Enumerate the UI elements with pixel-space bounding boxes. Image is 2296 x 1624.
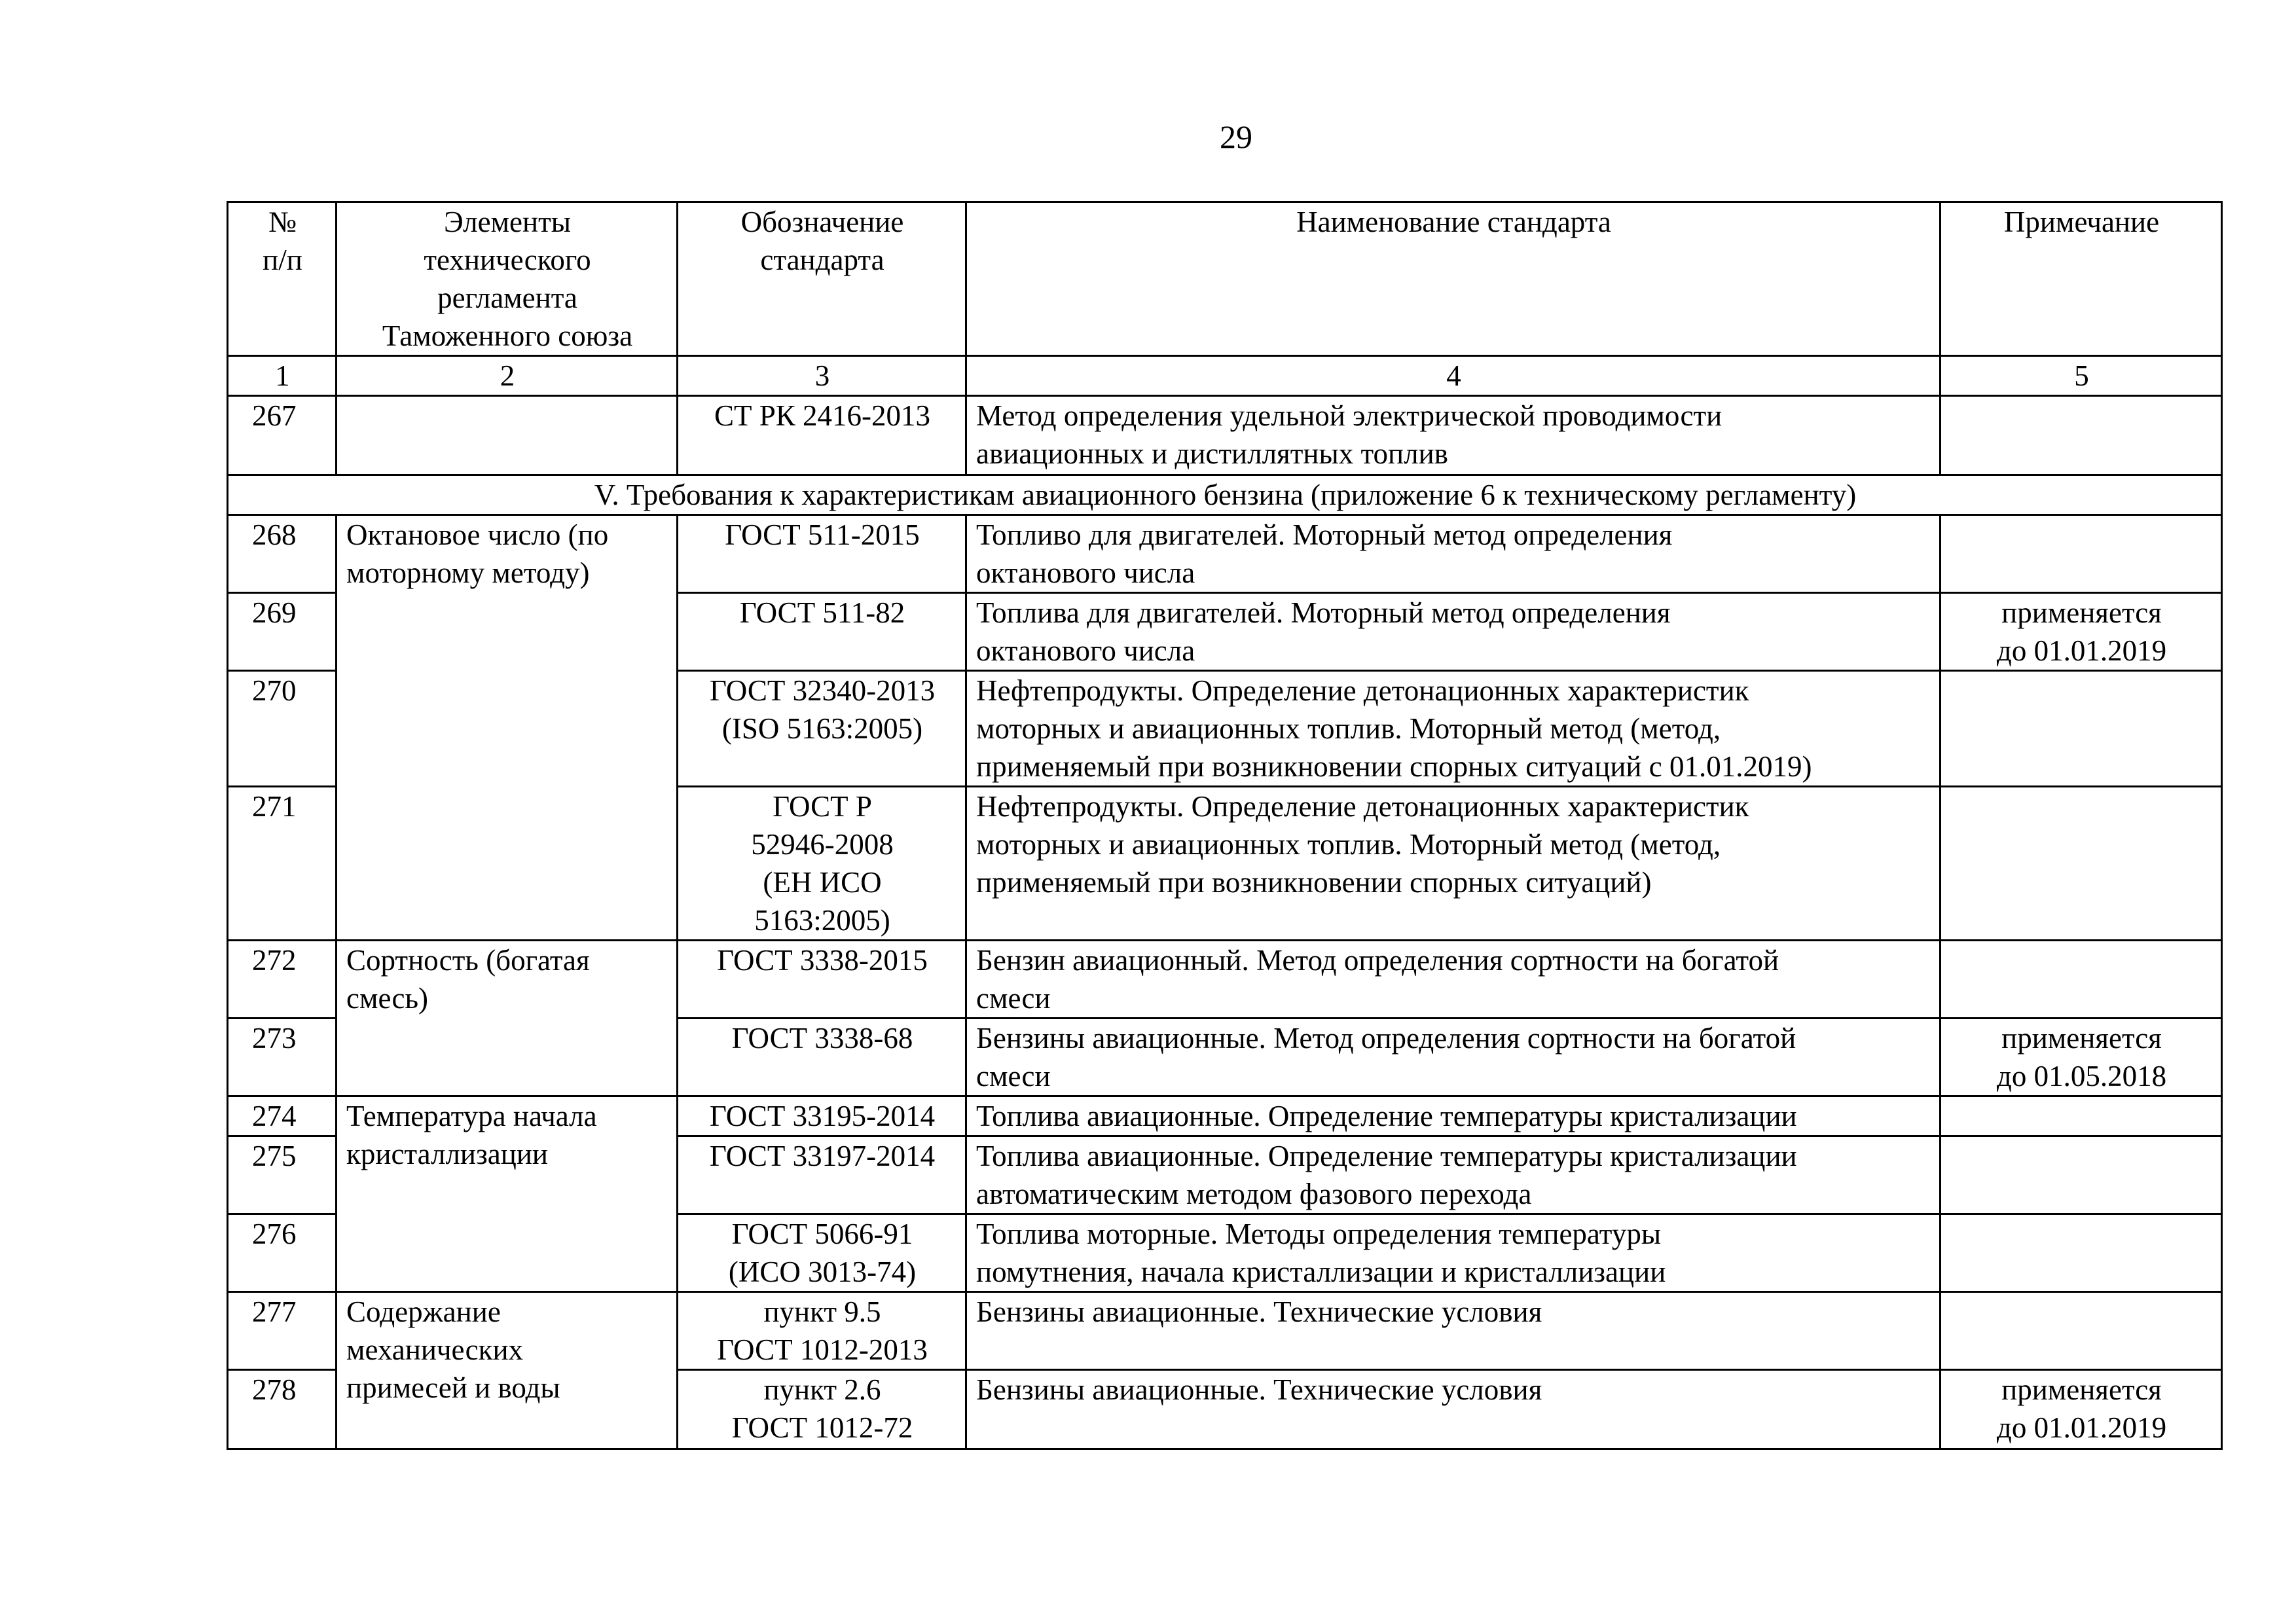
row-number: 271 [228,787,337,941]
standards-table [227,201,2223,1450]
section-row [228,475,2222,515]
regulation-element: Содержание механических примесей и воды [337,1292,678,1449]
table-row [228,515,2222,593]
row-number: 278 [228,1370,337,1449]
standard-name: Бензины авиационные. Технические условия [966,1292,1941,1370]
row-number: 270 [228,671,337,787]
note [1941,1096,2222,1136]
header-number: № п/п [228,202,337,356]
standard-name: Топлива авиационные. Определение температуры кристализации [966,1096,1941,1136]
note [1941,1136,2222,1214]
column-number: 4 [966,356,1941,396]
row-number: 276 [228,1214,337,1292]
standard-designation: ГОСТ 5066-91 (ИСО 3013-74) [678,1214,966,1292]
note [1941,1214,2222,1292]
column-numbers-row [228,356,2222,396]
note [1941,515,2222,593]
table-body [228,396,2222,1449]
standard-name: Метод определения удельной электрической проводимости авиационных и дистиллятных топлив [966,396,1941,475]
table-row [228,941,2222,1019]
table-row [228,1096,2222,1136]
standard-name: Топливо для двигателей. Моторный метод определения октанового числа [966,515,1941,593]
standard-designation: пункт 2.6 ГОСТ 1012-72 [678,1370,966,1449]
regulation-element: Октановое число (по моторному методу) [337,515,678,941]
row-number: 267 [228,396,337,475]
header-name: Наименование стандарта [966,202,1941,356]
regulation-element: Температура начала кристаллизации [337,1096,678,1292]
standard-designation: ГОСТ 511-2015 [678,515,966,593]
note: применяется до 01.01.2019 [1941,593,2222,671]
table-row [228,396,2222,475]
row-number: 277 [228,1292,337,1370]
standard-name: Топлива для двигателей. Моторный метод определения октанового числа [966,593,1941,671]
standard-designation: СТ РК 2416-2013 [678,396,966,475]
standard-designation: ГОСТ 32340-2013 (ISO 5163:2005) [678,671,966,787]
standard-name: Топлива моторные. Методы определения температуры помутнения, начала кристаллизации и кристаллизации [966,1214,1941,1292]
standard-designation: ГОСТ 33197-2014 [678,1136,966,1214]
standard-designation: ГОСТ 511-82 [678,593,966,671]
standard-name: Нефтепродукты. Определение детонационных характеристик моторных и авиационных топлив. Моторный метод (метод, применяемый при возникновении спорных ситуаций) [966,787,1941,941]
header-note: Примечание [1941,202,2222,356]
standard-designation: ГОСТ 33195-2014 [678,1096,966,1136]
standard-designation: ГОСТ Р 52946-2008 (ЕН ИСО 5163:2005) [678,787,966,941]
note [1941,1292,2222,1370]
standard-designation: пункт 9.5 ГОСТ 1012-2013 [678,1292,966,1370]
header-row [228,202,2222,356]
standard-name: Бензины авиационные. Технические условия [966,1370,1941,1449]
note [1941,787,2222,941]
standard-name: Топлива авиационные. Определение температуры кристализации автоматическим методом фазового перехода [966,1136,1941,1214]
row-number: 273 [228,1019,337,1096]
note [1941,396,2222,475]
standard-name: Нефтепродукты. Определение детонационных характеристик моторных и авиационных топлив. Моторный метод (метод, применяемый при возникновении спорных ситуаций с 01.01.2019) [966,671,1941,787]
header-designation: Обозначение стандарта [678,202,966,356]
standard-designation: ГОСТ 3338-2015 [678,941,966,1019]
column-number: 1 [228,356,337,396]
table-row [228,1292,2222,1370]
section-title: V. Требования к характеристикам авиационного бензина (приложение 6 к техническому регламенту) [228,475,2222,515]
row-number: 272 [228,941,337,1019]
column-number: 5 [1941,356,2222,396]
row-number: 275 [228,1136,337,1214]
regulation-element: Сортность (богатая смесь) [337,941,678,1096]
note: применяется до 01.05.2018 [1941,1019,2222,1096]
standard-name: Бензин авиационный. Метод определения сортности на богатой смеси [966,941,1941,1019]
column-number: 3 [678,356,966,396]
row-number: 268 [228,515,337,593]
note [1941,941,2222,1019]
header-element: Элементы технического регламента Таможенного союза [337,202,678,356]
note [1941,671,2222,787]
regulation-element [337,396,678,475]
row-number: 274 [228,1096,337,1136]
page-number: 29 [1220,118,1252,155]
note: применяется до 01.01.2019 [1941,1370,2222,1449]
row-number: 269 [228,593,337,671]
standard-name: Бензины авиационные. Метод определения сортности на богатой смеси [966,1019,1941,1096]
column-number: 2 [337,356,678,396]
standard-designation: ГОСТ 3338-68 [678,1019,966,1096]
